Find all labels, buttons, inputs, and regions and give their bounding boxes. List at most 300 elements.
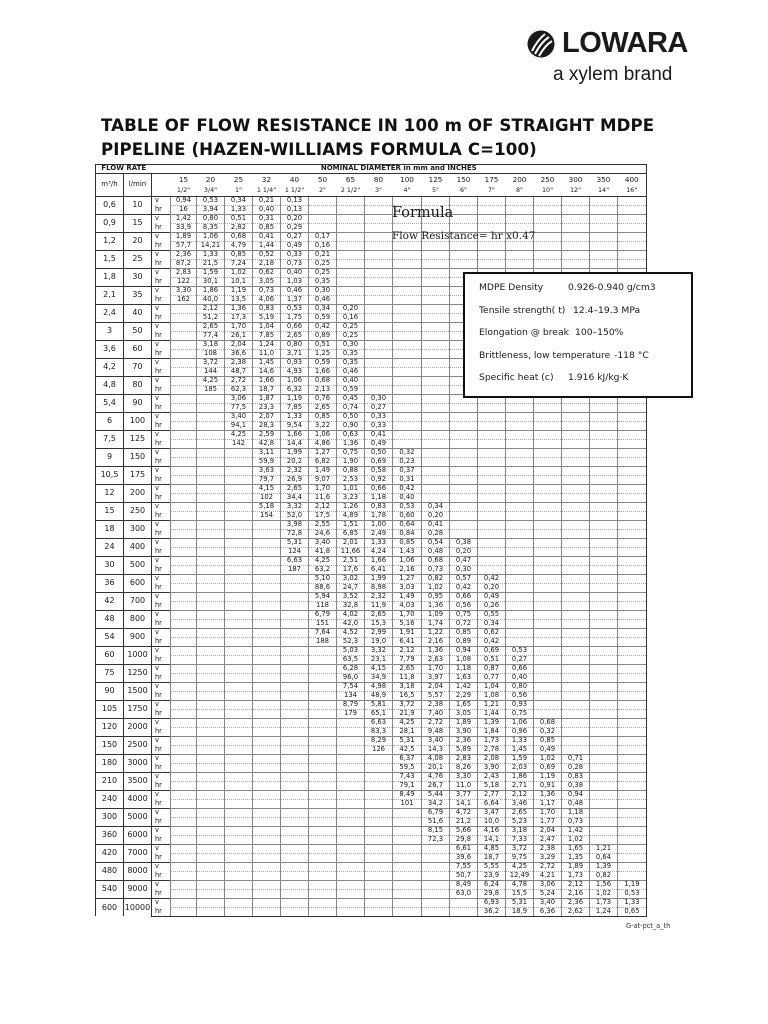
headloss-cell: 0,85 — [253, 223, 281, 232]
headloss-cell: 7,85 — [253, 331, 281, 340]
table-row-headloss — [96, 889, 647, 898]
velocity-cell — [562, 520, 590, 529]
headloss-cell — [590, 835, 618, 844]
flow-m3h-cell: 0,6 — [96, 196, 124, 214]
velocity-cell — [422, 268, 450, 277]
velocity-cell — [171, 880, 197, 889]
flow-lmin-cell: 1250 — [124, 664, 152, 682]
headloss-cell: 0,51 — [478, 655, 506, 664]
headloss-cell — [337, 259, 365, 268]
velocity-cell — [281, 700, 309, 709]
headloss-label: hr — [152, 655, 171, 664]
velocity-cell: 0,27 — [281, 232, 309, 241]
velocity-cell: 8,49 — [393, 790, 422, 799]
velocity-cell: 0,66 — [450, 592, 478, 601]
velocity-cell — [562, 646, 590, 655]
velocity-cell — [534, 484, 562, 493]
headloss-cell — [562, 439, 590, 448]
headloss-cell — [422, 889, 450, 898]
velocity-cell — [393, 340, 422, 349]
velocity-cell: 1,91 — [393, 628, 422, 637]
headloss-cell: 17,5 — [309, 511, 337, 520]
velocity-cell — [534, 430, 562, 439]
velocity-cell — [478, 412, 506, 421]
velocity-cell: 0,88 — [337, 466, 365, 475]
headloss-cell — [590, 547, 618, 556]
headloss-cell — [171, 853, 197, 862]
headloss-cell — [618, 223, 647, 232]
flow-m3h-cell: 6 — [96, 412, 124, 430]
headloss-cell — [534, 583, 562, 592]
headloss-cell — [618, 583, 647, 592]
headloss-cell: 20,2 — [281, 457, 309, 466]
headloss-cell: 0,31 — [393, 475, 422, 484]
velocity-cell — [253, 646, 281, 655]
velocity-cell: 2,07 — [253, 412, 281, 421]
velocity-label: v — [152, 340, 171, 349]
headloss-cell: 0,49 — [365, 439, 393, 448]
headloss-label: hr — [152, 619, 171, 628]
velocity-cell — [253, 556, 281, 565]
velocity-cell — [253, 700, 281, 709]
headloss-cell — [393, 889, 422, 898]
flow-lmin-cell: 9000 — [124, 880, 152, 898]
headloss-cell — [365, 907, 393, 916]
velocity-cell: 0,68 — [309, 376, 337, 385]
velocity-cell — [618, 808, 647, 817]
velocity-cell — [450, 250, 478, 259]
headloss-cell — [171, 673, 197, 682]
velocity-cell: 6,79 — [422, 808, 450, 817]
headloss-cell: 10,0 — [478, 817, 506, 826]
velocity-cell: 0,83 — [365, 502, 393, 511]
headloss-cell: 0,40 — [393, 493, 422, 502]
velocity-cell: 1,00 — [365, 520, 393, 529]
headloss-cell — [253, 691, 281, 700]
velocity-cell — [171, 808, 197, 817]
diameter-inch-header: 6" — [450, 187, 478, 197]
headloss-cell: 5,57 — [422, 691, 450, 700]
velocity-cell — [618, 718, 647, 727]
velocity-cell: 3,52 — [337, 592, 365, 601]
headloss-cell — [450, 907, 478, 916]
velocity-cell — [590, 448, 618, 457]
velocity-cell: 3,11 — [253, 448, 281, 457]
headloss-cell: 1,18 — [365, 493, 393, 502]
property-label: MDPE Density — [479, 282, 544, 293]
velocity-cell: 6,61 — [450, 844, 478, 853]
velocity-cell — [365, 232, 393, 241]
headloss-cell — [171, 565, 197, 574]
headloss-label: hr — [152, 637, 171, 646]
headloss-cell: 1,08 — [478, 691, 506, 700]
velocity-cell: 0,34 — [225, 196, 253, 205]
headloss-cell — [365, 799, 393, 808]
headloss-cell: 0,25 — [309, 259, 337, 268]
headloss-cell — [309, 763, 337, 772]
velocity-cell: 3,47 — [478, 808, 506, 817]
headloss-cell — [365, 205, 393, 214]
headloss-cell — [225, 853, 253, 862]
velocity-cell: 3,40 — [534, 898, 562, 907]
headloss-cell — [281, 907, 309, 916]
headloss-cell — [337, 295, 365, 304]
velocity-cell — [171, 484, 197, 493]
velocity-label: v — [152, 628, 171, 637]
table-row-headloss — [96, 205, 647, 214]
velocity-cell: 1,42 — [171, 214, 197, 223]
headloss-label: hr — [152, 457, 171, 466]
headloss-cell — [534, 457, 562, 466]
velocity-cell: 1,66 — [253, 376, 281, 385]
velocity-cell — [618, 250, 647, 259]
diameter-size-header: 40 — [289, 175, 300, 185]
velocity-cell — [171, 826, 197, 835]
headloss-cell — [225, 763, 253, 772]
velocity-cell — [337, 268, 365, 277]
headloss-cell — [253, 637, 281, 646]
flow-lmin-cell: 175 — [124, 466, 152, 484]
velocity-cell — [225, 574, 253, 583]
headloss-cell: 79,1 — [393, 781, 422, 790]
headloss-cell — [197, 907, 225, 916]
velocity-cell — [197, 682, 225, 691]
velocity-cell: 0,73 — [253, 286, 281, 295]
headloss-cell: 2,16 — [393, 565, 422, 574]
velocity-cell — [590, 754, 618, 763]
headloss-cell: 63,2 — [309, 565, 337, 574]
velocity-cell — [478, 196, 506, 205]
property-value: 100–150% — [575, 327, 624, 338]
velocity-label: v — [152, 826, 171, 835]
velocity-cell — [337, 232, 365, 241]
velocity-cell — [450, 898, 478, 907]
headloss-cell — [618, 817, 647, 826]
headloss-cell — [534, 529, 562, 538]
headloss-cell — [618, 637, 647, 646]
velocity-cell: 0,30 — [365, 394, 393, 403]
velocity-label: v — [152, 664, 171, 673]
headloss-cell — [225, 871, 253, 880]
velocity-cell: 1,70 — [225, 322, 253, 331]
headloss-cell: 51,2 — [197, 313, 225, 322]
velocity-cell — [478, 556, 506, 565]
headloss-cell — [562, 637, 590, 646]
flow-lmin-cell: 30 — [124, 268, 152, 286]
velocity-cell: 2,65 — [393, 664, 422, 673]
velocity-cell — [422, 250, 450, 259]
headloss-cell: 42,8 — [253, 439, 281, 448]
velocity-cell — [534, 682, 562, 691]
headloss-cell: 1,73 — [562, 871, 590, 880]
velocity-label: v — [152, 286, 171, 295]
velocity-cell: 4,25 — [393, 718, 422, 727]
velocity-cell — [590, 520, 618, 529]
headloss-cell: 0,48 — [562, 799, 590, 808]
headloss-cell — [171, 475, 197, 484]
velocity-cell: 0,68 — [534, 718, 562, 727]
headloss-cell: 4,93 — [281, 367, 309, 376]
headloss-cell: 0,77 — [478, 673, 506, 682]
velocity-cell — [225, 610, 253, 619]
table-row-velocity — [96, 736, 647, 745]
headloss-cell: 6,41 — [365, 565, 393, 574]
diameter-size-header: 175 — [484, 175, 499, 185]
velocity-cell: 5,10 — [309, 574, 337, 583]
velocity-cell: 0,31 — [253, 214, 281, 223]
headloss-cell — [171, 403, 197, 412]
velocity-cell: 0,68 — [422, 556, 450, 565]
velocity-cell — [590, 682, 618, 691]
velocity-label: v — [152, 646, 171, 655]
velocity-cell — [225, 466, 253, 475]
velocity-cell — [618, 538, 647, 547]
diameter-inch-header: 7" — [478, 187, 506, 197]
velocity-cell — [197, 826, 225, 835]
headloss-cell — [225, 781, 253, 790]
headloss-cell — [618, 457, 647, 466]
velocity-cell: 1,39 — [478, 718, 506, 727]
velocity-cell — [506, 466, 534, 475]
headloss-cell — [422, 367, 450, 376]
headloss-cell — [365, 223, 393, 232]
velocity-cell: 0,76 — [309, 394, 337, 403]
velocity-cell — [171, 682, 197, 691]
headloss-cell: 63,0 — [450, 889, 478, 898]
headloss-cell — [590, 565, 618, 574]
headloss-cell: 2,47 — [534, 835, 562, 844]
headloss-cell — [422, 385, 450, 394]
velocity-cell — [225, 682, 253, 691]
velocity-cell — [253, 538, 281, 547]
headloss-cell: 3,03 — [393, 583, 422, 592]
velocity-cell: 0,75 — [450, 610, 478, 619]
velocity-cell — [534, 700, 562, 709]
velocity-cell — [197, 772, 225, 781]
headloss-cell: 28,3 — [253, 421, 281, 430]
velocity-cell — [393, 286, 422, 295]
headloss-cell: 72,8 — [281, 529, 309, 538]
velocity-cell — [253, 862, 281, 871]
velocity-cell — [478, 430, 506, 439]
headloss-cell — [590, 205, 618, 214]
flow-m3h-cell: 240 — [96, 790, 124, 808]
unit-lmin-header: l/min — [124, 173, 152, 196]
velocity-cell — [506, 628, 534, 637]
velocity-cell: 1,24 — [253, 340, 281, 349]
velocity-cell: 1,22 — [422, 628, 450, 637]
velocity-cell: 1,42 — [450, 682, 478, 691]
headloss-cell: 185 — [197, 385, 225, 394]
headloss-cell: 21,5 — [197, 259, 225, 268]
velocity-cell — [478, 520, 506, 529]
flow-lmin-cell: 2000 — [124, 718, 152, 736]
headloss-cell: 1,03 — [281, 277, 309, 286]
headloss-cell — [281, 889, 309, 898]
velocity-cell: 0,40 — [281, 268, 309, 277]
velocity-cell: 5,18 — [253, 502, 281, 511]
velocity-cell — [393, 304, 422, 313]
velocity-cell: 0,82 — [422, 574, 450, 583]
diameter-inch-header: 5" — [422, 187, 450, 197]
velocity-cell: 1,49 — [393, 592, 422, 601]
headloss-cell: 4,79 — [225, 241, 253, 250]
diameter-inch-header: 1/2" — [171, 187, 197, 197]
headloss-cell: 6,64 — [478, 799, 506, 808]
headloss-cell: 1,45 — [506, 745, 534, 754]
document-code: G-at-pct_a_th — [626, 922, 671, 930]
headloss-cell: 36,6 — [225, 349, 253, 358]
flow-m3h-cell: 1,5 — [96, 250, 124, 268]
velocity-cell: 1,89 — [450, 718, 478, 727]
flow-m3h-cell: 120 — [96, 718, 124, 736]
flow-lmin-cell: 25 — [124, 250, 152, 268]
table-row-headloss — [96, 907, 647, 916]
velocity-cell — [225, 664, 253, 673]
headloss-cell — [422, 475, 450, 484]
velocity-cell: 0,63 — [337, 430, 365, 439]
velocity-cell — [171, 556, 197, 565]
headloss-cell: 42,5 — [393, 745, 422, 754]
headloss-cell: 0,96 — [506, 727, 534, 736]
headloss-cell: 57,7 — [171, 241, 197, 250]
velocity-cell: 2,32 — [281, 466, 309, 475]
velocity-cell: 2,36 — [562, 898, 590, 907]
velocity-cell — [281, 682, 309, 691]
headloss-cell — [253, 727, 281, 736]
velocity-cell: 0,57 — [450, 574, 478, 583]
headloss-cell — [562, 691, 590, 700]
velocity-cell: 0,37 — [393, 466, 422, 475]
headloss-cell — [309, 817, 337, 826]
velocity-cell — [253, 844, 281, 853]
headloss-cell — [506, 637, 534, 646]
property-value: 1.916 kJ/kg·K — [568, 372, 629, 383]
headloss-cell: 5,19 — [253, 313, 281, 322]
headloss-label: hr — [152, 907, 171, 916]
velocity-cell: 0,94 — [171, 196, 197, 205]
headloss-cell: 0,56 — [450, 601, 478, 610]
property-label: Brittleness, low temperature — [479, 349, 611, 361]
velocity-cell — [171, 790, 197, 799]
diameter-size-header: 20 — [205, 175, 216, 185]
headloss-label: hr — [152, 727, 171, 736]
velocity-cell — [337, 898, 365, 907]
velocity-cell: 2,65 — [197, 322, 225, 331]
flow-m3h-cell: 150 — [96, 736, 124, 754]
flow-lmin-cell: 80 — [124, 376, 152, 394]
headloss-cell — [171, 421, 197, 430]
headloss-cell — [590, 655, 618, 664]
velocity-cell — [171, 862, 197, 871]
velocity-cell: 8,29 — [365, 736, 393, 745]
velocity-cell — [422, 448, 450, 457]
velocity-cell: 2,36 — [171, 250, 197, 259]
table-row-velocity — [96, 826, 647, 835]
headloss-cell — [225, 709, 253, 718]
diameter-size-header: 32 — [261, 175, 272, 185]
lowara-logo — [526, 26, 686, 86]
headloss-cell: 0,46 — [337, 367, 365, 376]
velocity-cell: 5,31 — [506, 898, 534, 907]
headloss-cell — [478, 529, 506, 538]
headloss-cell — [393, 403, 422, 412]
velocity-cell: 0,25 — [337, 322, 365, 331]
velocity-cell: 4,98 — [365, 682, 393, 691]
headloss-cell: 1,08 — [450, 655, 478, 664]
velocity-cell: 2,01 — [337, 538, 365, 547]
velocity-cell — [365, 268, 393, 277]
velocity-cell — [506, 430, 534, 439]
velocity-label: v — [152, 196, 171, 205]
velocity-cell: 7,43 — [393, 772, 422, 781]
headloss-cell: 24,6 — [309, 529, 337, 538]
headloss-cell: 2,78 — [478, 745, 506, 754]
page-title: TABLE OF FLOW RESISTANCE IN 100 m OF STRAIGHT MDPE PIPELINE (HAZEN-WILLIAMS FORMULA C=100) — [101, 116, 655, 159]
headloss-cell — [197, 745, 225, 754]
flow-lmin-cell: 35 — [124, 286, 152, 304]
flow-lmin-cell: 4000 — [124, 790, 152, 808]
headloss-label: hr — [152, 889, 171, 898]
headloss-cell — [281, 655, 309, 664]
velocity-label: v — [152, 772, 171, 781]
headloss-cell — [225, 817, 253, 826]
velocity-cell: 1,02 — [225, 268, 253, 277]
velocity-cell: 0,93 — [506, 700, 534, 709]
flow-lmin-cell: 6000 — [124, 826, 152, 844]
headloss-cell — [618, 529, 647, 538]
headloss-cell: 29,8 — [478, 889, 506, 898]
table-row-velocity — [96, 538, 647, 547]
velocity-cell — [281, 844, 309, 853]
headloss-cell: 134 — [337, 691, 365, 700]
headloss-cell — [450, 421, 478, 430]
table-row-headloss — [96, 781, 647, 790]
table-row-headloss — [96, 223, 647, 232]
headloss-cell: 1,44 — [253, 241, 281, 250]
label-column-header — [152, 173, 171, 196]
headloss-cell — [365, 853, 393, 862]
velocity-cell — [171, 664, 197, 673]
velocity-cell — [506, 592, 534, 601]
headloss-cell: 41,8 — [309, 547, 337, 556]
velocity-cell — [337, 754, 365, 763]
velocity-cell: 0,40 — [337, 376, 365, 385]
velocity-cell — [309, 736, 337, 745]
velocity-cell: 5,31 — [393, 736, 422, 745]
headloss-cell — [590, 421, 618, 430]
velocity-cell: 4,25 — [225, 430, 253, 439]
velocity-cell: 0,62 — [478, 628, 506, 637]
headloss-cell: 88,6 — [309, 583, 337, 592]
headloss-cell: 0,75 — [506, 709, 534, 718]
velocity-cell — [422, 376, 450, 385]
unit-m3h-header: m³/h — [96, 173, 124, 196]
velocity-cell — [253, 610, 281, 619]
headloss-cell — [337, 223, 365, 232]
velocity-cell — [506, 556, 534, 565]
velocity-cell — [562, 592, 590, 601]
headloss-cell — [337, 835, 365, 844]
table-row-headloss — [96, 493, 647, 502]
headloss-cell: 15,3 — [365, 619, 393, 628]
velocity-cell — [337, 844, 365, 853]
velocity-label: v — [152, 538, 171, 547]
velocity-cell: 0,47 — [450, 556, 478, 565]
velocity-cell: 1,39 — [590, 862, 618, 871]
headloss-cell — [337, 853, 365, 862]
table-row-velocity — [96, 214, 647, 223]
